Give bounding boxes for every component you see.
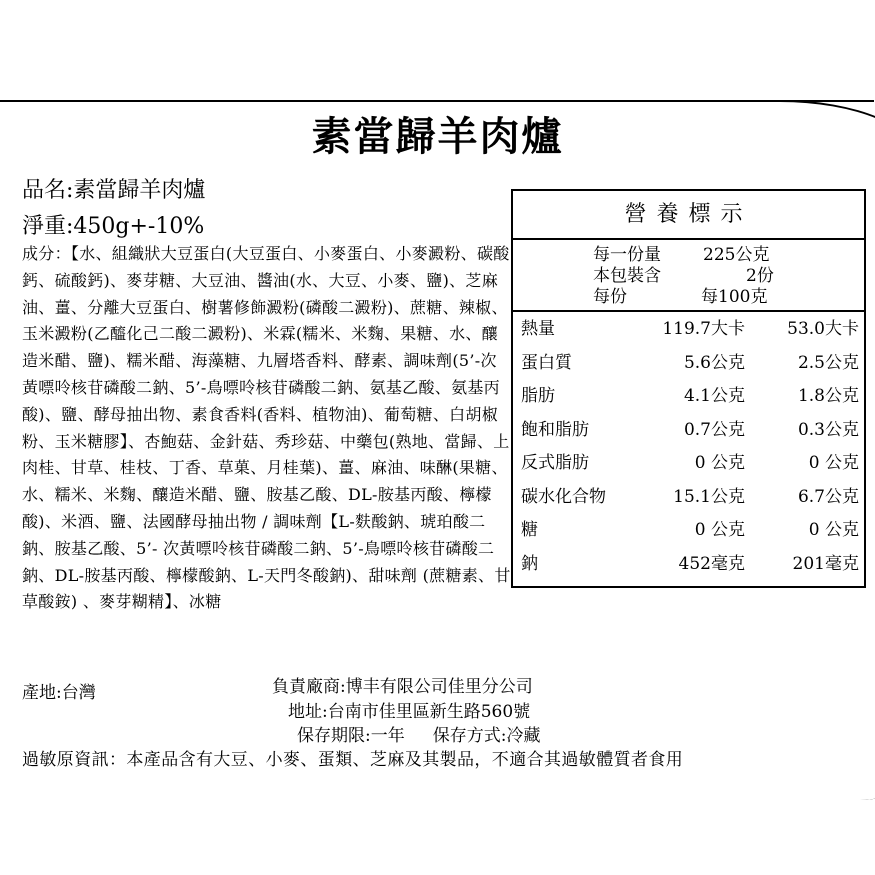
- nutrient-per-100g: 0 公克: [808, 453, 859, 473]
- nutrition-row: [513, 346, 864, 380]
- nutrient-per-100g: 6.7公克: [797, 486, 859, 507]
- servings-per-pack-label: 本包裝含: [593, 266, 661, 286]
- nutrient-name: 脂肪: [521, 386, 555, 406]
- nutrient-name: 糖: [521, 520, 538, 540]
- nutrition-row: [513, 480, 864, 514]
- nutrient-per-serving: 0 公克: [694, 453, 745, 473]
- per-serving-header: 每份: [593, 287, 627, 307]
- per-100g-header: 每100克: [701, 287, 768, 307]
- nutrient-per-serving: 4.1公克: [683, 386, 745, 406]
- shelf-life: 保存期限:一年: [297, 726, 405, 746]
- nutrient-per-serving: 452毫克: [678, 553, 745, 574]
- storage-method: 保存方式:冷藏: [432, 726, 541, 746]
- nutrition-row: [513, 513, 864, 547]
- nutrient-per-100g: 2.5公克: [797, 352, 859, 373]
- address: 地址:台南市佳里區新生路560號: [288, 702, 531, 722]
- nutrient-per-serving: 15.1公克: [673, 486, 745, 507]
- nutrient-name: 熱量: [521, 319, 555, 339]
- servings-per-pack-value: 2份: [746, 266, 774, 286]
- nutrient-per-100g: 0.3公克: [797, 419, 859, 440]
- allergen-info: 過敏原資訊：本產品含有大豆、小麥、蛋類、芝麻及其製品，不適合其過敏體質者食用: [22, 750, 684, 770]
- nutrition-row: [513, 379, 864, 413]
- serving-size-value: 225公克: [703, 245, 770, 265]
- nutrition-row: [513, 547, 864, 581]
- nutrition-serving-info: [513, 240, 864, 312]
- nutrient-per-serving: 119.7大卡: [662, 319, 745, 339]
- nutrition-table: [511, 189, 866, 588]
- nutrition-title: 營養標示: [513, 191, 864, 240]
- nutrient-per-100g: 1.8公克: [797, 386, 859, 406]
- nutrient-name: 反式脂肪: [521, 453, 589, 473]
- origin: 產地:台灣: [22, 683, 96, 703]
- manufacturer: 負責廠商:博丰有限公司佳里分公司: [272, 677, 533, 697]
- nutrition-row: [513, 446, 864, 480]
- page-title: 素當歸羊肉爐: [311, 113, 564, 160]
- nutrient-per-serving: 0.7公克: [683, 419, 745, 440]
- serving-size-label: 每一份量: [593, 245, 661, 265]
- storage-info: [297, 724, 540, 748]
- net-weight: 淨重:450g+-10%: [22, 214, 205, 239]
- nutrition-row: [513, 312, 864, 346]
- nutrient-per-100g: 53.0大卡: [787, 319, 859, 339]
- nutrient-name: 蛋白質: [521, 352, 572, 373]
- nutrient-per-100g: 201毫克: [792, 553, 859, 574]
- nutrient-name: 鈉: [521, 553, 538, 574]
- nutrient-per-100g: 0 公克: [808, 520, 859, 540]
- nutrient-name: 碳水化合物: [521, 486, 606, 507]
- nutrient-name: 飽和脂肪: [521, 419, 589, 440]
- product-name: 品名:素當歸羊肉爐: [22, 178, 206, 203]
- ingredients-text: 成分：【水、組織狀大豆蛋白(大豆蛋白、小麥蛋白、小麥澱粉、碳酸鈣、硫酸鈣)、麥芽糖、大豆油、醬油(水、大豆、小麥、鹽)、芝麻油、薑、分離大豆蛋白、樹薯修飾澱粉(磷酸二澱粉)、蔗糖、辣椒、玉米澱粉(乙醯化己二酸二澱粉)、米霖(糯米、米麴、果糖、水、釀造米醋、鹽)、糯米醋、海藻糖、九層塔香料、酵素、調味劑(5’-次黃嘌呤核苷磷酸二鈉、5’-鳥嘌呤核苷磷酸二鈉、氨基乙酸、氨基丙酸)、鹽、酵母抽出物、素食香料(香料、植物油)、葡萄糖、白胡椒粉、玉米糖膠】、杏鮑菇、金針菇、秀珍菇、中藥包(熟地、當歸、上肉桂、甘草、桂枝、丁香、草菓、月桂葉)、薑、麻油、味醂(果糖、水、糯米、米麴、釀造米醋、鹽、胺基乙酸、DL-胺基丙酸、檸檬酸)、米酒、鹽、法國酵母抽出物 / 調味劑【L-麩酸鈉、琥珀酸二鈉、胺基乙酸、5’- 次黃嘌呤核苷磷酸二鈉、5’-鳥嘌呤核苷磷酸二鈉、DL-胺基丙酸、檸檬酸鈉、L-天門冬酸鈉)、甜味劑 (蔗糖素、甘草酸銨) 、麥芽糊精】、冰糖: [22, 244, 511, 612]
- nutrient-per-serving: 0 公克: [694, 520, 745, 540]
- nutrient-per-serving: 5.6公克: [683, 352, 745, 373]
- nutrition-row: [513, 413, 864, 447]
